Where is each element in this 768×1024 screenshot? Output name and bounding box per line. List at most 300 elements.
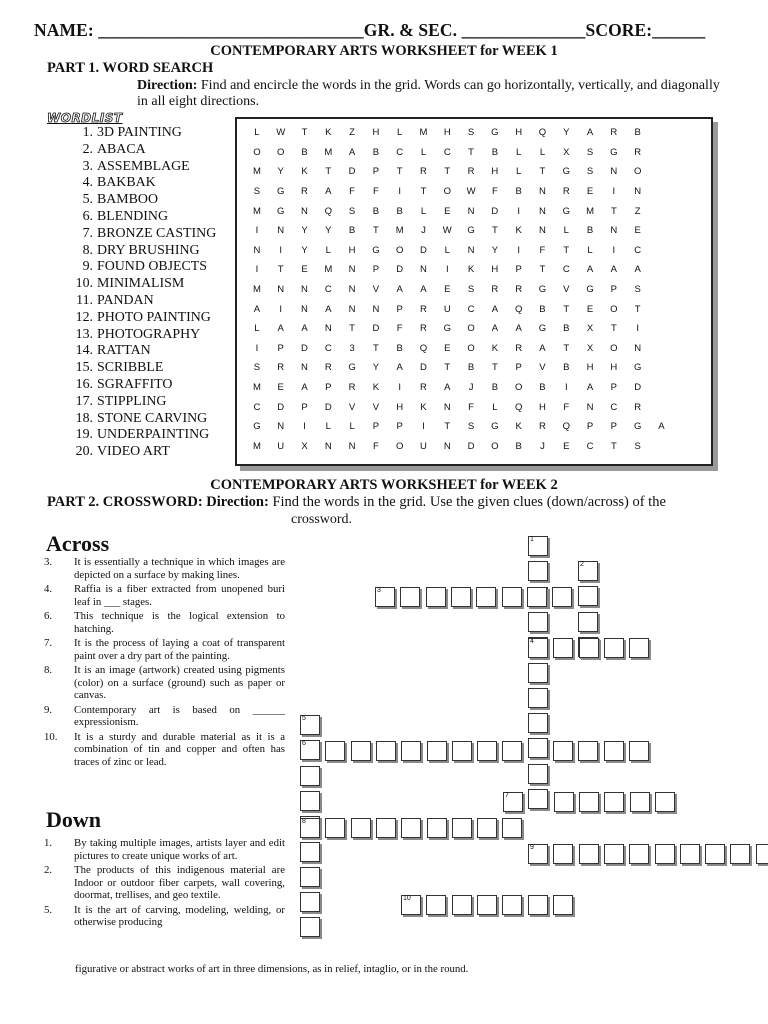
- grid-letter[interactable]: H: [443, 127, 451, 139]
- grid-letter[interactable]: O: [610, 342, 618, 354]
- grid-letter[interactable]: M: [419, 127, 428, 139]
- grid-letter[interactable]: E: [586, 186, 594, 198]
- grid-letter[interactable]: E: [444, 205, 451, 217]
- crossword-cell[interactable]: [579, 638, 599, 658]
- grid-letter[interactable]: M: [252, 166, 261, 178]
- grid-letter[interactable]: N: [277, 284, 285, 296]
- grid-letter[interactable]: C: [562, 264, 570, 276]
- grid-letter[interactable]: G: [491, 127, 499, 139]
- grid-letter[interactable]: I: [303, 421, 306, 433]
- grid-letter[interactable]: H: [610, 362, 618, 374]
- crossword-cell[interactable]: [528, 713, 548, 733]
- crossword-cell[interactable]: [579, 792, 599, 812]
- grid-letter[interactable]: B: [515, 186, 522, 198]
- crossword-cell[interactable]: [527, 587, 547, 607]
- grid-letter[interactable]: V: [539, 362, 546, 374]
- grid-letter[interactable]: Y: [372, 362, 380, 374]
- grid-letter[interactable]: N: [324, 440, 332, 452]
- grid-letter[interactable]: S: [253, 362, 261, 374]
- grid-letter[interactable]: T: [468, 146, 474, 158]
- grid-letter[interactable]: M: [395, 225, 404, 237]
- crossword-cell[interactable]: [427, 741, 447, 761]
- grid-letter[interactable]: N: [301, 303, 308, 315]
- grid-letter[interactable]: I: [279, 303, 283, 315]
- grid-letter[interactable]: E: [563, 440, 570, 452]
- grid-letter[interactable]: M: [324, 146, 333, 158]
- grid-letter[interactable]: R: [324, 362, 332, 374]
- grid-letter[interactable]: H: [348, 244, 356, 256]
- grid-letter[interactable]: L: [539, 146, 546, 158]
- grid-letter[interactable]: P: [396, 303, 403, 315]
- grid-letter[interactable]: M: [252, 382, 261, 394]
- crossword-cell[interactable]: [451, 587, 471, 607]
- crossword-cell[interactable]: [553, 741, 573, 761]
- grid-letter[interactable]: H: [491, 166, 499, 178]
- crossword-cell[interactable]: [528, 638, 548, 658]
- grid-letter[interactable]: L: [420, 146, 427, 158]
- grid-letter[interactable]: G: [277, 205, 285, 217]
- grid-letter[interactable]: H: [586, 362, 594, 374]
- grid-letter[interactable]: Q: [419, 342, 428, 354]
- grid-letter[interactable]: B: [372, 146, 380, 158]
- grid-letter[interactable]: I: [445, 264, 449, 276]
- grid-letter[interactable]: U: [277, 440, 285, 452]
- grid-letter[interactable]: A: [253, 303, 261, 315]
- grid-letter[interactable]: R: [467, 166, 475, 178]
- grid-letter[interactable]: P: [515, 362, 522, 374]
- grid-letter[interactable]: M: [252, 205, 261, 217]
- grid-letter[interactable]: S: [586, 146, 594, 158]
- grid-letter[interactable]: H: [491, 264, 499, 276]
- crossword-cell[interactable]: [401, 818, 421, 838]
- grid-letter[interactable]: V: [372, 284, 380, 296]
- grid-letter[interactable]: S: [467, 127, 475, 139]
- grid-letter[interactable]: I: [517, 205, 520, 217]
- grid-letter[interactable]: O: [633, 166, 642, 178]
- grid-letter[interactable]: N: [467, 244, 475, 256]
- grid-letter[interactable]: O: [277, 146, 285, 158]
- grid-letter[interactable]: I: [398, 382, 401, 394]
- grid-letter[interactable]: P: [610, 382, 618, 394]
- grid-letter[interactable]: M: [586, 205, 595, 217]
- grid-letter[interactable]: K: [301, 166, 308, 178]
- crossword-cell[interactable]: [300, 791, 320, 811]
- grid-letter[interactable]: A: [301, 323, 308, 335]
- grid-letter[interactable]: G: [610, 146, 618, 158]
- grid-letter[interactable]: G: [586, 284, 594, 296]
- grid-letter[interactable]: C: [467, 303, 475, 315]
- grid-letter[interactable]: N: [277, 225, 285, 237]
- grid-letter[interactable]: O: [443, 186, 451, 198]
- grid-letter[interactable]: B: [539, 303, 546, 315]
- grid-letter[interactable]: K: [325, 127, 332, 139]
- grid-letter[interactable]: N: [277, 421, 285, 433]
- crossword-cell[interactable]: [552, 587, 572, 607]
- crossword-cell[interactable]: [300, 818, 320, 838]
- crossword-cell[interactable]: [604, 792, 624, 812]
- grid-letter[interactable]: N: [348, 303, 356, 315]
- grid-letter[interactable]: N: [420, 264, 427, 276]
- crossword-cell[interactable]: [528, 895, 548, 915]
- grid-letter[interactable]: G: [348, 362, 356, 374]
- grid-letter[interactable]: N: [348, 440, 356, 452]
- grid-letter[interactable]: T: [491, 225, 498, 237]
- crossword-cell[interactable]: [477, 895, 497, 915]
- grid-letter[interactable]: L: [516, 146, 522, 158]
- grid-letter[interactable]: Q: [538, 127, 547, 139]
- crossword-cell[interactable]: [300, 892, 320, 912]
- grid-letter[interactable]: R: [634, 401, 642, 413]
- grid-letter[interactable]: L: [420, 205, 427, 217]
- grid-letter[interactable]: A: [325, 186, 332, 198]
- grid-letter[interactable]: K: [515, 225, 522, 237]
- grid-letter[interactable]: R: [277, 362, 285, 374]
- crossword-cell[interactable]: [528, 688, 548, 708]
- grid-letter[interactable]: K: [420, 401, 427, 413]
- grid-letter[interactable]: J: [540, 440, 545, 452]
- crossword-cell[interactable]: [604, 638, 624, 658]
- grid-letter[interactable]: K: [467, 264, 475, 276]
- grid-letter[interactable]: T: [444, 362, 451, 374]
- grid-letter[interactable]: O: [610, 303, 618, 315]
- grid-letter[interactable]: B: [467, 362, 475, 374]
- grid-letter[interactable]: C: [324, 342, 332, 354]
- grid-letter[interactable]: D: [348, 166, 356, 178]
- grid-letter[interactable]: S: [348, 205, 356, 217]
- grid-letter[interactable]: P: [301, 401, 308, 413]
- grid-letter[interactable]: B: [586, 225, 594, 237]
- grid-letter[interactable]: S: [634, 284, 641, 296]
- crossword-cell[interactable]: [578, 561, 598, 581]
- grid-letter[interactable]: Y: [301, 244, 308, 256]
- grid-letter[interactable]: M: [252, 284, 261, 296]
- grid-letter[interactable]: A: [348, 146, 356, 158]
- crossword-cell[interactable]: [452, 741, 472, 761]
- grid-letter[interactable]: C: [253, 401, 261, 413]
- crossword-cell[interactable]: [604, 844, 624, 864]
- grid-letter[interactable]: A: [420, 284, 427, 296]
- grid-letter[interactable]: T: [563, 303, 570, 315]
- grid-letter[interactable]: A: [444, 382, 451, 394]
- grid-letter[interactable]: D: [301, 342, 308, 354]
- grid-letter[interactable]: G: [443, 323, 451, 335]
- grid-letter[interactable]: A: [396, 362, 403, 374]
- grid-letter[interactable]: F: [491, 186, 498, 198]
- grid-letter[interactable]: T: [444, 421, 451, 433]
- grid-letter[interactable]: T: [491, 362, 498, 374]
- grid-letter[interactable]: D: [467, 440, 475, 452]
- grid-letter[interactable]: T: [420, 186, 427, 198]
- grid-letter[interactable]: T: [634, 303, 641, 315]
- crossword-cell[interactable]: [300, 867, 320, 887]
- grid-letter[interactable]: A: [586, 264, 594, 276]
- crossword-cell[interactable]: [401, 741, 421, 761]
- grid-letter[interactable]: I: [398, 186, 401, 198]
- crossword-cell[interactable]: [452, 818, 472, 838]
- grid-letter[interactable]: Q: [514, 401, 523, 413]
- grid-letter[interactable]: A: [325, 303, 332, 315]
- crossword-cell[interactable]: [579, 844, 599, 864]
- crossword-cell[interactable]: [578, 741, 598, 761]
- grid-letter[interactable]: K: [515, 421, 522, 433]
- grid-letter[interactable]: L: [254, 323, 260, 335]
- crossword-cell[interactable]: [300, 766, 320, 786]
- crossword-cell[interactable]: [502, 741, 522, 761]
- grid-letter[interactable]: L: [444, 244, 450, 256]
- grid-letter[interactable]: P: [586, 421, 594, 433]
- grid-letter[interactable]: L: [254, 127, 260, 139]
- grid-letter[interactable]: Q: [562, 421, 570, 433]
- crossword-cell[interactable]: [477, 741, 497, 761]
- grid-letter[interactable]: I: [517, 244, 520, 256]
- grid-letter[interactable]: N: [348, 284, 356, 296]
- grid-letter[interactable]: Y: [277, 166, 284, 178]
- crossword-cell[interactable]: [528, 738, 548, 758]
- grid-letter[interactable]: H: [539, 401, 546, 413]
- grid-letter[interactable]: T: [563, 342, 570, 354]
- grid-letter[interactable]: T: [325, 166, 332, 178]
- grid-letter[interactable]: Y: [563, 127, 570, 139]
- grid-letter[interactable]: G: [562, 166, 570, 178]
- grid-letter[interactable]: Y: [301, 225, 308, 237]
- crossword-cell[interactable]: [604, 741, 624, 761]
- grid-letter[interactable]: A: [539, 342, 546, 354]
- grid-letter[interactable]: A: [396, 284, 403, 296]
- grid-letter[interactable]: A: [610, 264, 618, 276]
- grid-letter[interactable]: C: [610, 401, 618, 413]
- grid-letter[interactable]: I: [636, 323, 639, 335]
- grid-letter[interactable]: T: [539, 264, 546, 276]
- grid-letter[interactable]: P: [372, 264, 380, 276]
- grid-letter[interactable]: L: [492, 401, 498, 413]
- grid-letter[interactable]: E: [277, 382, 284, 394]
- crossword-cell[interactable]: [300, 715, 320, 735]
- grid-letter[interactable]: C: [586, 440, 594, 452]
- grid-letter[interactable]: R: [420, 323, 427, 335]
- grid-letter[interactable]: E: [444, 284, 451, 296]
- grid-letter[interactable]: H: [372, 127, 380, 139]
- grid-letter[interactable]: K: [372, 382, 380, 394]
- grid-letter[interactable]: F: [539, 244, 546, 256]
- grid-letter[interactable]: S: [253, 186, 261, 198]
- grid-letter[interactable]: R: [420, 382, 427, 394]
- crossword-cell[interactable]: [300, 842, 320, 862]
- crossword-cell[interactable]: [680, 844, 700, 864]
- grid-letter[interactable]: R: [539, 421, 546, 433]
- grid-letter[interactable]: G: [562, 205, 570, 217]
- grid-letter[interactable]: B: [563, 323, 570, 335]
- grid-letter[interactable]: F: [396, 323, 403, 335]
- grid-letter[interactable]: B: [491, 146, 499, 158]
- grid-letter[interactable]: H: [515, 127, 523, 139]
- grid-letter[interactable]: N: [443, 401, 451, 413]
- crossword-cell[interactable]: [705, 844, 725, 864]
- grid-letter[interactable]: O: [514, 382, 523, 394]
- crossword-cell[interactable]: [629, 741, 649, 761]
- crossword-cell[interactable]: [528, 536, 548, 556]
- grid-letter[interactable]: D: [634, 382, 642, 394]
- grid-letter[interactable]: L: [587, 244, 593, 256]
- grid-letter[interactable]: R: [348, 382, 356, 394]
- grid-letter[interactable]: M: [324, 264, 333, 276]
- grid-letter[interactable]: D: [420, 244, 427, 256]
- crossword-cell[interactable]: [553, 895, 573, 915]
- crossword-cell[interactable]: [528, 764, 548, 784]
- grid-letter[interactable]: B: [396, 342, 403, 354]
- grid-letter[interactable]: G: [633, 421, 642, 433]
- grid-letter[interactable]: U: [443, 303, 451, 315]
- grid-letter[interactable]: U: [420, 440, 427, 452]
- crossword-cell[interactable]: [426, 587, 446, 607]
- crossword-cell[interactable]: [300, 740, 320, 760]
- grid-letter[interactable]: L: [563, 225, 569, 237]
- grid-letter[interactable]: G: [538, 284, 547, 296]
- grid-letter[interactable]: P: [372, 166, 380, 178]
- grid-letter[interactable]: E: [444, 342, 451, 354]
- grid-letter[interactable]: G: [253, 421, 261, 433]
- crossword-cell[interactable]: [325, 741, 345, 761]
- grid-letter[interactable]: V: [372, 401, 380, 413]
- grid-letter[interactable]: F: [468, 401, 474, 413]
- grid-letter[interactable]: M: [252, 440, 261, 452]
- grid-letter[interactable]: O: [253, 146, 261, 158]
- grid-letter[interactable]: R: [491, 284, 499, 296]
- grid-letter[interactable]: 3: [349, 342, 355, 354]
- grid-letter[interactable]: N: [324, 323, 332, 335]
- crossword-cell[interactable]: [477, 818, 497, 838]
- grid-letter[interactable]: C: [324, 284, 332, 296]
- grid-letter[interactable]: B: [301, 146, 308, 158]
- grid-letter[interactable]: T: [539, 166, 546, 178]
- grid-letter[interactable]: T: [563, 244, 570, 256]
- crossword-cell[interactable]: [502, 895, 522, 915]
- grid-letter[interactable]: N: [348, 264, 356, 276]
- grid-letter[interactable]: G: [277, 186, 285, 198]
- grid-letter[interactable]: T: [444, 166, 451, 178]
- grid-letter[interactable]: J: [421, 225, 426, 237]
- grid-letter[interactable]: N: [610, 166, 618, 178]
- grid-letter[interactable]: S: [467, 421, 475, 433]
- grid-letter[interactable]: T: [372, 342, 379, 354]
- grid-letter[interactable]: T: [372, 225, 379, 237]
- grid-letter[interactable]: A: [515, 323, 522, 335]
- grid-letter[interactable]: B: [634, 127, 641, 139]
- grid-letter[interactable]: X: [301, 440, 308, 452]
- grid-letter[interactable]: N: [467, 205, 475, 217]
- grid-letter[interactable]: Y: [325, 225, 332, 237]
- grid-letter[interactable]: G: [538, 323, 547, 335]
- grid-letter[interactable]: Z: [349, 127, 355, 139]
- grid-letter[interactable]: R: [515, 342, 523, 354]
- grid-letter[interactable]: N: [539, 225, 546, 237]
- crossword-cell[interactable]: [554, 792, 574, 812]
- crossword-cell[interactable]: [502, 818, 522, 838]
- grid-letter[interactable]: S: [634, 440, 641, 452]
- grid-letter[interactable]: E: [634, 225, 641, 237]
- grid-letter[interactable]: W: [466, 186, 476, 198]
- grid-letter[interactable]: I: [255, 225, 259, 237]
- grid-letter[interactable]: L: [325, 421, 331, 433]
- crossword-cell[interactable]: [756, 844, 768, 864]
- crossword-cell[interactable]: [351, 741, 371, 761]
- grid-letter[interactable]: N: [586, 401, 594, 413]
- grid-letter[interactable]: F: [372, 186, 379, 198]
- grid-letter[interactable]: O: [395, 244, 404, 256]
- grid-letter[interactable]: E: [586, 303, 594, 315]
- grid-letter[interactable]: G: [491, 421, 499, 433]
- grid-letter[interactable]: P: [372, 421, 380, 433]
- grid-letter[interactable]: S: [467, 284, 475, 296]
- grid-letter[interactable]: T: [396, 166, 403, 178]
- crossword-cell[interactable]: [376, 818, 396, 838]
- crossword-cell[interactable]: [553, 638, 573, 658]
- grid-letter[interactable]: O: [395, 440, 404, 452]
- grid-letter[interactable]: R: [610, 127, 618, 139]
- crossword-cell[interactable]: [553, 844, 573, 864]
- grid-letter[interactable]: R: [515, 284, 523, 296]
- grid-letter[interactable]: K: [491, 342, 499, 354]
- grid-letter[interactable]: G: [372, 244, 380, 256]
- grid-letter[interactable]: X: [586, 323, 594, 335]
- crossword-cell[interactable]: [300, 917, 320, 937]
- grid-letter[interactable]: B: [563, 362, 570, 374]
- grid-letter[interactable]: V: [563, 284, 570, 296]
- crossword-cell[interactable]: [375, 587, 395, 607]
- crossword-cell[interactable]: [401, 895, 421, 915]
- grid-letter[interactable]: D: [396, 264, 404, 276]
- grid-letter[interactable]: E: [301, 264, 308, 276]
- grid-letter[interactable]: A: [491, 303, 499, 315]
- grid-letter[interactable]: O: [467, 323, 475, 335]
- grid-letter[interactable]: R: [634, 146, 642, 158]
- grid-letter[interactable]: F: [563, 401, 570, 413]
- grid-letter[interactable]: B: [515, 440, 522, 452]
- grid-letter[interactable]: B: [396, 205, 403, 217]
- grid-letter[interactable]: I: [612, 244, 616, 256]
- grid-letter[interactable]: I: [422, 421, 425, 433]
- crossword-cell[interactable]: [503, 792, 523, 812]
- grid-letter[interactable]: Z: [634, 205, 641, 217]
- grid-letter[interactable]: A: [301, 382, 308, 394]
- grid-letter[interactable]: P: [515, 264, 522, 276]
- grid-letter[interactable]: S: [586, 166, 594, 178]
- grid-letter[interactable]: N: [372, 303, 380, 315]
- grid-letter[interactable]: L: [349, 421, 355, 433]
- grid-letter[interactable]: N: [634, 186, 642, 198]
- grid-letter[interactable]: O: [467, 342, 475, 354]
- crossword-cell[interactable]: [502, 587, 522, 607]
- grid-letter[interactable]: P: [325, 382, 332, 394]
- crossword-cell[interactable]: [730, 844, 750, 864]
- grid-letter[interactable]: T: [277, 264, 284, 276]
- grid-letter[interactable]: F: [372, 440, 379, 452]
- grid-letter[interactable]: A: [491, 323, 499, 335]
- grid-letter[interactable]: B: [348, 225, 356, 237]
- grid-letter[interactable]: A: [277, 323, 284, 335]
- crossword-cell[interactable]: [452, 895, 472, 915]
- crossword-cell[interactable]: [325, 818, 345, 838]
- grid-letter[interactable]: C: [443, 146, 451, 158]
- grid-letter[interactable]: N: [301, 284, 308, 296]
- crossword-cell[interactable]: [578, 612, 598, 632]
- crossword-cell[interactable]: [426, 895, 446, 915]
- grid-letter[interactable]: I: [255, 342, 259, 354]
- crossword-cell[interactable]: [528, 663, 548, 683]
- grid-letter[interactable]: T: [610, 323, 617, 335]
- grid-letter[interactable]: A: [586, 127, 594, 139]
- crossword-cell[interactable]: [629, 844, 649, 864]
- grid-letter[interactable]: P: [277, 342, 284, 354]
